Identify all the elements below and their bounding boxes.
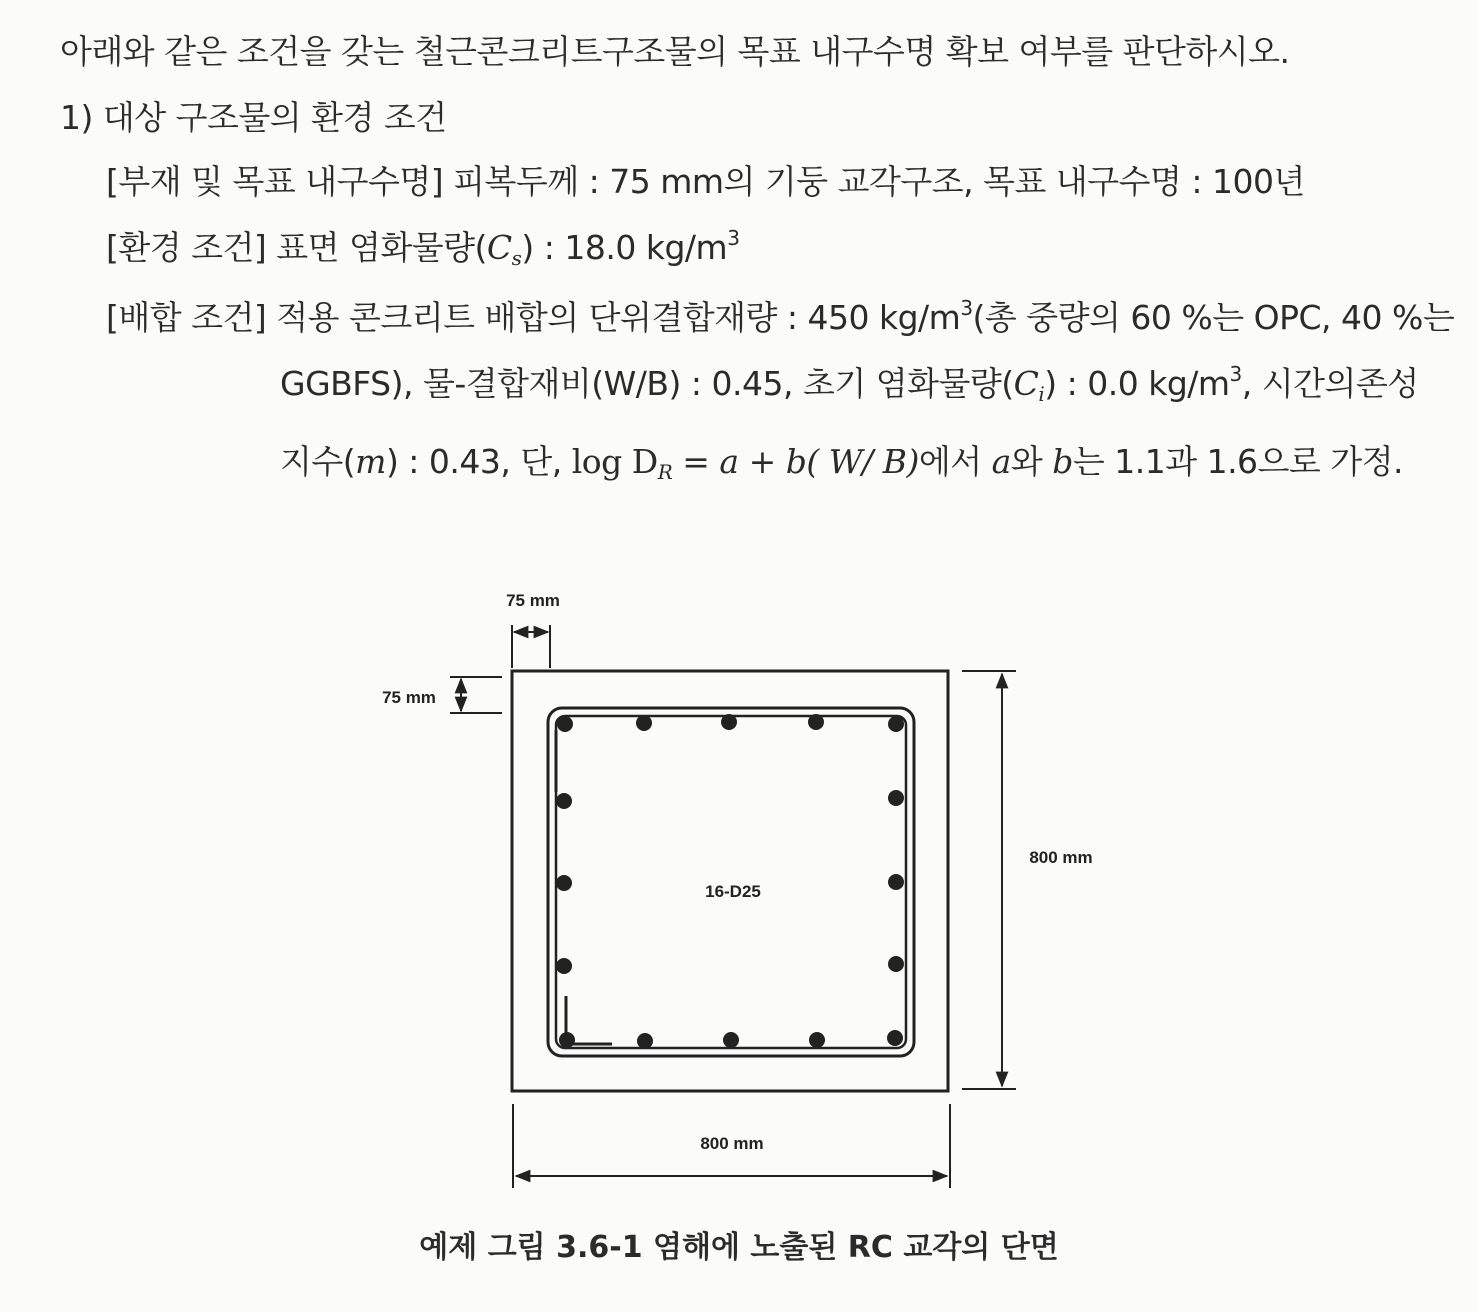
rebar [888,874,904,890]
m-symbol: m [355,442,386,481]
mix-line3-after1: 에서 [918,442,982,481]
question-text: 아래와 같은 조건을 갖는 철근콘크리트구조물의 목표 내구수명 확보 여부를 판단하시오. [60,32,1290,71]
height-label: 800 mm [1029,848,1093,867]
member-condition [106,162,1305,202]
concrete-section [512,671,948,1091]
width-label: 800 mm [700,1134,764,1153]
a-symbol: a [991,442,1011,481]
rebar [888,716,904,732]
rebar [809,1032,825,1048]
section-title: 1) 대상 구조물의 환경 조건 [60,98,447,137]
rebar [637,1033,653,1049]
mix-line3-after2: 와 [1010,442,1043,481]
rebar-label: 16-D25 [705,882,761,901]
mix-line3-after3: 는 1.1과 1.6으로 가정. [1072,442,1404,481]
formula-rest: = a + b( W/ B) [682,442,919,481]
formula-sub: R [657,460,673,484]
cover-top-label: 75 mm [506,591,560,610]
mix-condition-line1 [106,298,1454,338]
b-symbol: b [1052,442,1073,481]
rebar [888,956,904,972]
ci-subscript: i [1038,382,1045,406]
mix-line2-sup: 3 [1229,362,1242,386]
mix-line2-mid: ) : 0.0 kg/m [1044,364,1230,403]
mix-line1-sup: 3 [960,296,973,320]
environment-text-before: 표면 염화물량( [276,228,487,267]
cross-section-figure [0,560,1478,1210]
mix-line2-before: GGBFS), 물-결합재비(W/B) : 0.45, 초기 염화물량( [280,364,1014,403]
mix-line1-after: (총 중량의 60 %는 OPC, 40 %는 [972,298,1455,337]
environment-condition [106,228,739,268]
mix-line1-before: 적용 콘크리트 배합의 단위결합재량 : 450 kg/m [276,298,961,337]
mix-line3-before: 지수( [280,442,356,481]
ci-symbol: C [1013,364,1039,403]
environment-text-after: ) : 18.0 kg/m [521,228,728,267]
rebar [808,714,824,730]
rebar [557,716,573,732]
cs-symbol: C [486,228,512,267]
rebar [636,715,652,731]
rebar [556,958,572,974]
rebar [556,875,572,891]
formula-log: log D [571,442,658,481]
rebar [556,793,572,809]
mix-line2-after: , 시간의존성 [1241,364,1419,403]
environment-label: [환경 조건] [106,228,267,267]
cover-left-label: 75 mm [382,688,436,707]
rebar [887,1030,903,1046]
rebar [888,790,904,806]
mix-condition-line2 [280,364,1419,404]
rebar [721,714,737,730]
mix-label: [배합 조건] [106,298,267,337]
figure-caption: 예제 그림 3.6-1 염해에 노출된 RC 교각의 단면 [419,1230,1059,1265]
rebar [723,1032,739,1048]
mix-condition-line3 [280,442,1403,482]
cs-subscript: s [511,246,522,270]
mix-line3-mid: ) : 0.43, 단, [385,442,562,481]
member-label: [부재 및 목표 내구수명] [106,162,444,201]
environment-sup: 3 [727,226,740,250]
member-text: 피복두께 : 75 mm의 기둥 교각구조, 목표 내구수명 : 100년 [453,162,1305,201]
rebar [559,1032,575,1048]
